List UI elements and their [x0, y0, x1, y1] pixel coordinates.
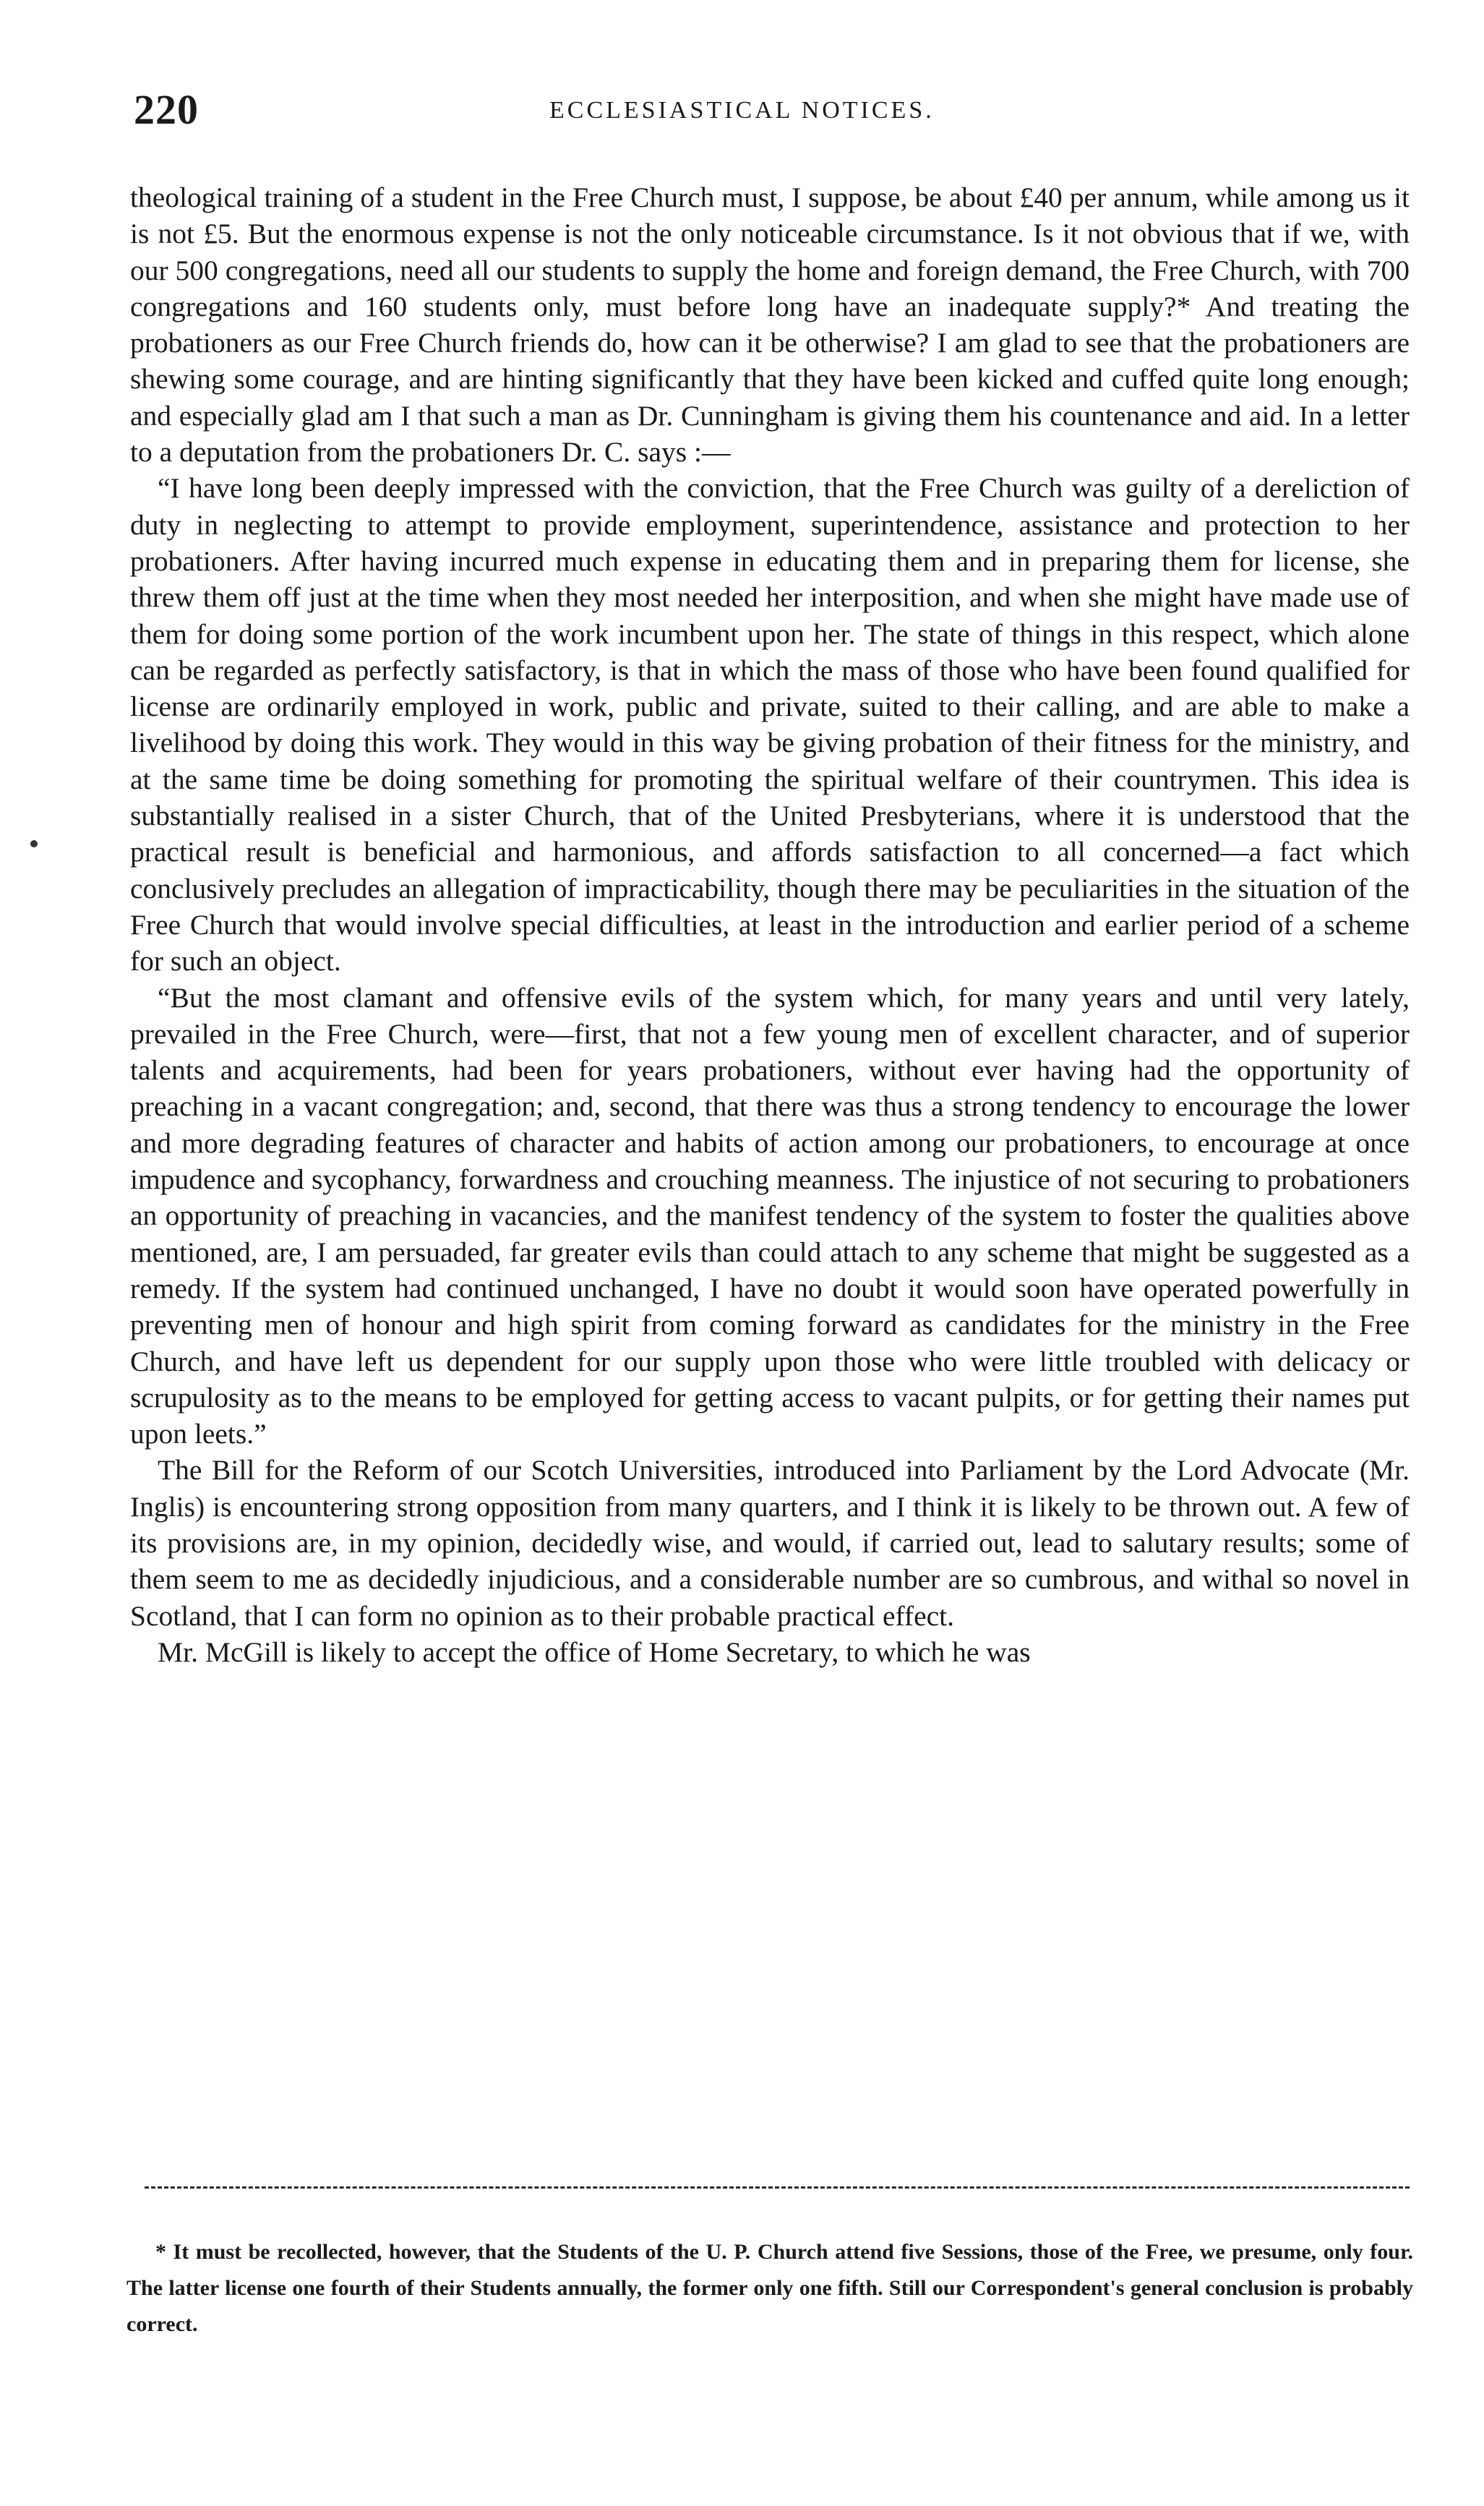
paragraph: theological training of a student in the Free Church must, I suppose, be about £40 per annum, while among us it is not £5. But the enormous expense is not the only noticeable circumstance. Is it not obvious that if we, with our 500 congregations, need all our students to supply the home and foreign demand, the Free Church, with 700 congregations and 160 students only, must before long have an inadequate supply?* And treating the probationers as our Free Church friends do, how can it be otherwise? I am glad to see that the probationers are shewing some courage, and are hinting significantly that they have been kicked and cuffed quite long enough; and especially glad am I that such a man as Dr. Cunningham is giving them his countenance and aid. In a letter to a deputation from the probationers Dr. C. says :— — [130, 181, 1410, 469]
body-text — [130, 179, 1410, 1670]
page-header — [134, 85, 1406, 136]
paragraph: The Bill for the Reform of our Scotch Universities, introduced into Parliament by the Lord Advocate (Mr. Inglis) is encountering strong opposition from many quarters, and I think it is likely to be thrown out. A few of its provisions are, in my opinion, decidedly wise, and would, if carried out, lead to salutary results; some of them seem to me as decidedly injudicious, and a considerable number are so cumbrous, and withal so novel in Scotland, that I can form no opinion as to their probable practical effect. — [130, 1454, 1410, 1632]
quotation-paragraph: “But the most clamant and offensive evils of the system which, for many years and until very lately, prevailed in the Free Church, were—first, that not a few young men of excellent character, and of superior talents and acquirements, had been for years probationers, without ever having had the opportunity of preaching in a vacant congregation; and, second, that there was thus a strong tendency to encourage the lower and more degrading features of character and habits of action among our probationers, to encourage at once impudence and sycophancy, forwardness and crouching meanness. The injustice of not securing to probationers an opportunity of preaching in vacancies, and the manifest tendency of the system to foster the qualities above mentioned, are, I am persuaded, far greater evils than could attach to any scheme that might be suggested as a remedy. If the system had continued unchanged, I have no doubt it would soon have operated powerfully in preventing men of honour and high spirit from coming forward as candidates for the ministry in the Free Church, and have left us dependent for our supply upon those who were little troubled with delicacy or scrupulosity as to the means to be employed for getting access to vacant pulpits, or for getting their names put upon leets.” — [130, 981, 1410, 1450]
margin-mark — [30, 840, 38, 847]
footnote-text: * It must be recollected, however, that the Students of the U. P. Church attend five Sessions, those of the Free, we presume, only four. The latter license one fourth of their Students annually, the former only one fifth. Still our Correspondent's general conclusion is probably correct. — [126, 2240, 1413, 2336]
footnote — [126, 2234, 1413, 2343]
page-number: 220 — [134, 86, 199, 133]
running-head: ECCLESIASTICAL NOTICES. — [549, 97, 935, 124]
paragraph: Mr. McGill is likely to accept the office of Home Secretary, to which he was — [158, 1635, 1031, 1668]
footnote-rule — [145, 2186, 1410, 2189]
quotation-paragraph: “I have long been deeply impressed with the conviction, that the Free Church was guilty of a dereliction of duty in neglecting to attempt to provide employment, superintendence, assistance and protection to her probationers. After having incurred much expense in educating them and in preparing them for license, she threw them off just at the time when they most needed her interposition, and when she might have made use of them for doing some portion of the work incumbent upon her. The state of things in this respect, which alone can be regarded as perfectly satisfactory, is that in which the mass of those who have been found qualified for license are ordinarily employed in work, public and private, suited to their calling, and are able to make a livelihood by doing this work. They would in this way be giving probation of their fitness for the ministry, and at the same time be doing something for promoting the spiritual welfare of their countrymen. This idea is substantially realised in a sister Church, that of the United Presbyterians, where it is understood that the practical result is beneficial and harmonious, and affords satisfaction to all concerned—a fact which conclusively precludes an allegation of impracticability, though there may be peculiarities in the situation of the Free Church that would involve special difficulties, at least in the introduction and earlier period of a scheme for such an object. — [130, 472, 1410, 978]
